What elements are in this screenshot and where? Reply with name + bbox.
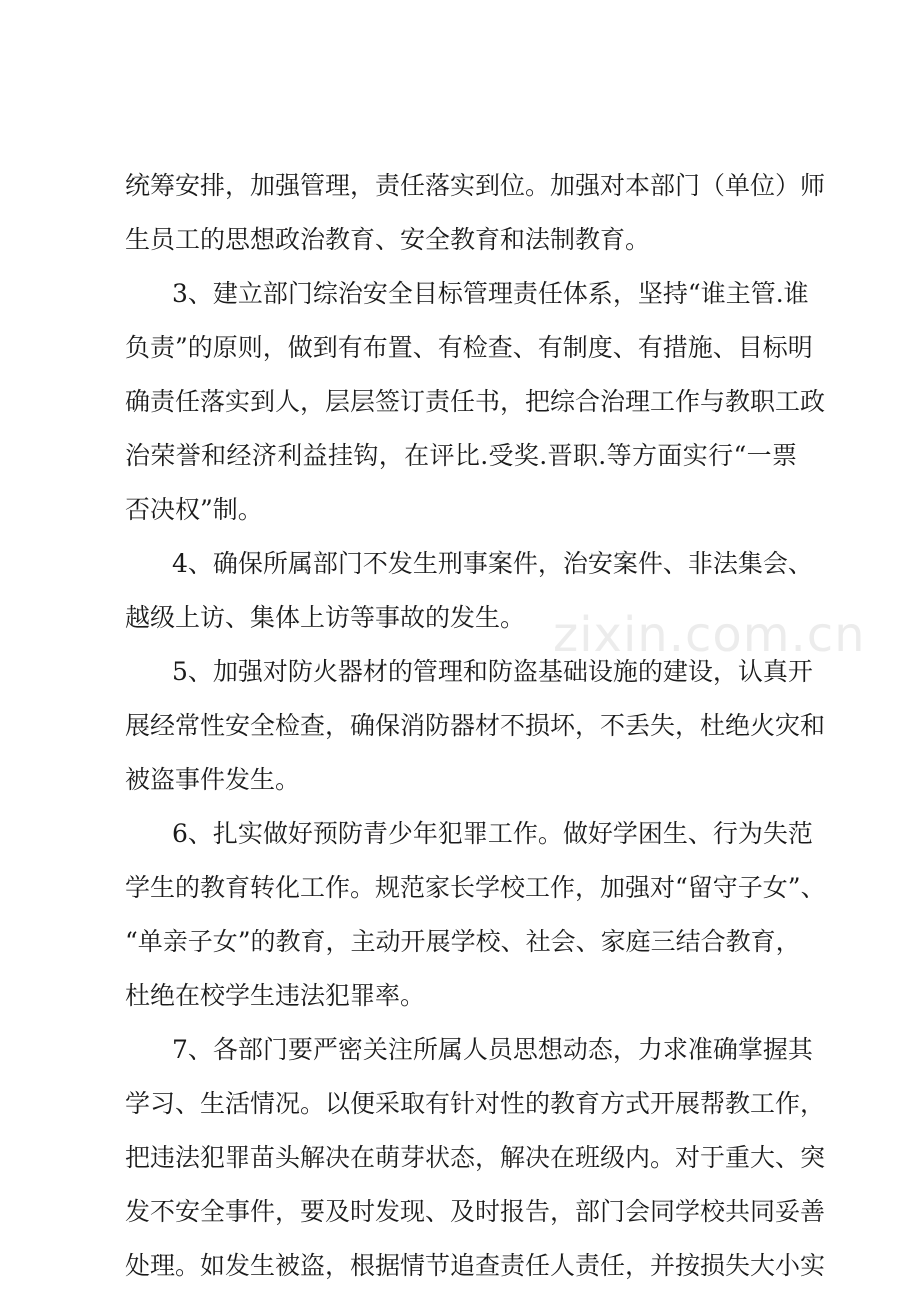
body-text-line: 学习、生活情况。以便采取有针对性的教育方式开展帮教工作，	[125, 1089, 826, 1118]
body-text-line: 展经常性安全检查，确保消防器材不损坏，不丢失，杜绝火灾和	[125, 711, 826, 740]
paragraph-4-start: 4、确保所属部门不发生刑事案件，治安案件、非法集会、	[172, 549, 813, 578]
body-text-line: 把违法犯罪苗头解决在萌芽状态，解决在班级内。对于重大、突	[125, 1143, 826, 1172]
body-text-line: 统筹安排，加强管理，责任落实到位。加强对本部门（单位）师	[125, 171, 826, 200]
watermark: zixin.com.cn	[553, 607, 866, 663]
body-text-line: 学生的教育转化工作。规范家长学校工作，加强对“留守子女”、	[125, 873, 826, 902]
paragraph-3-start: 3、建立部门综治安全目标管理责任体系，坚持“谁主管.谁	[172, 279, 809, 308]
body-text-line: 确责任落实到人，层层签订责任书，把综合治理工作与教职工政	[125, 387, 826, 416]
body-text-line: 越级上访、集体上访等事故的发生。	[125, 603, 526, 632]
body-text-line: 负责”的原则，做到有布置、有检查、有制度、有措施、目标明	[125, 333, 813, 362]
body-text-line: 否决权”制。	[125, 495, 263, 524]
paragraph-5-start: 5、加强对防火器材的管理和防盗基础设施的建设，认真开	[172, 657, 813, 686]
body-text-line: 被盗事件发生。	[125, 765, 301, 794]
paragraph-7-start: 7、各部门要严密关注所属人员思想动态，力求准确掌握其	[172, 1035, 813, 1064]
paragraph-6-start: 6、扎实做好预防青少年犯罪工作。做好学困生、行为失范	[172, 819, 813, 848]
body-text-line: “单亲子女”的教育，主动开展学校、社会、家庭三结合教育，	[125, 927, 801, 956]
body-text-line: 发不安全事件，要及时发现、及时报告，部门会同学校共同妥善	[125, 1197, 826, 1226]
body-text-line: 治荣誉和经济利益挂钩，在评比.受奖.晋职.等方面实行“一票	[125, 441, 797, 470]
body-text-line: 处理。如发生被盗，根据情节追查责任人责任，并按损失大小实	[125, 1251, 826, 1280]
body-text-line: 生员工的思想政治教育、安全教育和法制教育。	[125, 225, 651, 254]
body-text-line: 杜绝在校学生违法犯罪率。	[125, 981, 426, 1010]
